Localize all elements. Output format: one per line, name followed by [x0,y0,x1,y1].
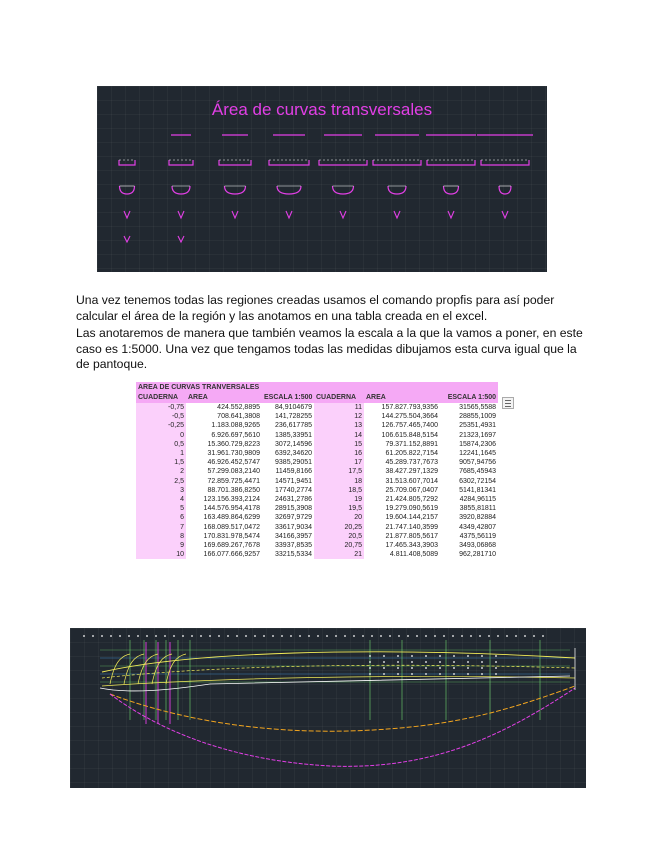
section-region [169,160,193,165]
stern-point [467,667,469,669]
stern-point [439,661,441,663]
stern-point [369,673,371,675]
stern-point [453,655,455,657]
ruler-dot [83,635,85,637]
table-cell: 79.371.152,8891 [364,440,440,449]
stern-point [397,661,399,663]
stern-point [495,655,497,657]
table-cell: 157.827.793,9356 [364,403,440,412]
table-cell: 21 [314,550,364,559]
table-cell: 1.183.088,9265 [186,421,262,430]
stern-point [411,661,413,663]
table-cell: 31.961.730,9809 [186,449,262,458]
table-row [136,467,498,476]
table-cell: 61.205.822,7154 [364,449,440,458]
stern-point [481,661,483,663]
section-region [277,186,301,194]
section-region [373,160,421,165]
section-region [388,186,406,194]
table-cell: 1385,33951 [262,431,314,440]
table-cell: 166.077.666,9257 [186,550,262,559]
table-cell: 170.831.978,5474 [186,532,262,541]
ruler-dot [452,635,454,637]
table-cell: 14571,9451 [262,477,314,486]
ruler-dot [524,635,526,637]
ruler-dot [101,635,103,637]
table-cell: 21.877.805,5617 [364,532,440,541]
section-region [178,211,184,218]
stern-point [425,655,427,657]
ruler-dot [173,635,175,637]
table-cell: 20,75 [314,541,364,550]
table-cell: 236,617785 [262,421,314,430]
table-row [136,532,498,541]
ruler-dot [164,635,166,637]
cad-sections-screenshot [97,86,547,272]
table-cell: 33215,5334 [262,550,314,559]
table-cell: 72.859.725,4471 [186,477,262,486]
table-cell: 5 [136,504,186,513]
stern-point [439,673,441,675]
table-cell: 15.360.729,8223 [186,440,262,449]
table-cell: 3 [136,486,186,495]
table-cell: 8 [136,532,186,541]
table-cell: 24631,2786 [262,495,314,504]
table-cell: 15874,2306 [440,440,498,449]
table-cell: 19,5 [314,504,364,513]
table-cell: 0,5 [136,440,186,449]
ruler-dot [254,635,256,637]
table-cell: 33617,9034 [262,523,314,532]
table-row [136,431,498,440]
table-row [136,541,498,550]
area-curve-drawing [70,628,586,788]
stern-point [369,661,371,663]
waterline-curve [102,665,575,678]
table-cell: 57.299.083,2140 [186,467,262,476]
table-cell: 3072,14596 [262,440,314,449]
table-cell: 106.615.848,5154 [364,431,440,440]
table-cell: 144.275.504,3664 [364,412,440,421]
table-row [136,504,498,513]
stern-point [383,673,385,675]
table-cell: 3493,06868 [440,541,498,550]
section-region [124,211,130,218]
ruler-dot [218,635,220,637]
table-cell: 21.424.805,7292 [364,495,440,504]
header-area: AREA [186,393,262,403]
header-cuaderna: CUADERNA [136,393,186,403]
table-cell: 11 [314,403,364,412]
stern-point [411,673,413,675]
stern-point [453,667,455,669]
ruler-dot [308,635,310,637]
ruler-dot [533,635,535,637]
stern-point [467,655,469,657]
table-cell: 20 [314,513,364,522]
table-row [136,550,498,559]
ruler-dot [290,635,292,637]
table-cell: 17740,2774 [262,486,314,495]
section-region [232,211,238,218]
table-cell: 6.926.697,5610 [186,431,262,440]
table-title: AREA DE CURVAS TRANVERSALES [136,382,498,393]
cad-sections-title: Área de curvas transversales [211,100,433,119]
table-cell: 169.689.267,7678 [186,541,262,550]
section-region [269,160,309,165]
ruler-dot [272,635,274,637]
stern-point [495,667,497,669]
stern-point [397,673,399,675]
table-row [136,403,498,412]
ruler-dot [443,635,445,637]
section-region [120,186,135,194]
table-row [136,477,498,486]
table-cell: 6 [136,513,186,522]
header-cuaderna-2: CUADERNA [314,393,364,403]
ruler-dot [110,635,112,637]
table-cell: 15 [314,440,364,449]
table-cell: 34166,3957 [262,532,314,541]
table-cell: 1 [136,449,186,458]
stern-point [397,667,399,669]
table-cell: 21.747.140,3599 [364,523,440,532]
table-cell: 17,5 [314,467,364,476]
stern-point [467,673,469,675]
table-cell: 20,25 [314,523,364,532]
stern-point [453,673,455,675]
ruler-dot [497,635,499,637]
table-cell: 45.289.737,7673 [364,458,440,467]
table-cell: 962,281710 [440,550,498,559]
table-row [136,486,498,495]
table-cell: 11459,8166 [262,467,314,476]
table-cell: 25351,4931 [440,421,498,430]
section-region [172,186,190,194]
section-region [427,160,475,165]
table-cell: 28855,1009 [440,412,498,421]
table-title-row [136,382,498,393]
table-cell: 1,5 [136,458,186,467]
ruler-dot [245,635,247,637]
table-cell: 18,5 [314,486,364,495]
table-cell: 3920,82884 [440,513,498,522]
stern-point [425,661,427,663]
stern-point [383,661,385,663]
ruler-dot [119,635,121,637]
stern-point [481,673,483,675]
quick-analysis-icon[interactable] [502,397,514,409]
table-cell: 31565,5588 [440,403,498,412]
stern-point [425,673,427,675]
ruler-dot [344,635,346,637]
table-cell: 19 [314,495,364,504]
table-cell: 7 [136,523,186,532]
section-region [178,236,184,242]
ruler-dot [335,635,337,637]
table-cell: 31.513.607,7014 [364,477,440,486]
stern-point [383,667,385,669]
table-cell: 13 [314,421,364,430]
table-cell: 19.604.144,2157 [364,513,440,522]
table-cell: 28915,3908 [262,504,314,513]
table-cell: 33937,8535 [262,541,314,550]
ruler-dot [353,635,355,637]
ruler-dot [470,635,472,637]
ruler-dot [155,635,157,637]
ruler-dot [398,635,400,637]
table-cell: -0,75 [136,403,186,412]
section-region [119,160,135,165]
table-cell: 18 [314,477,364,486]
ruler-dot [371,635,373,637]
section-region [219,160,251,165]
table-cell: 16 [314,449,364,458]
ruler-dot [389,635,391,637]
header-area-2: AREA [364,393,440,403]
stern-point [481,667,483,669]
stern-point [467,661,469,663]
table-cell: 17 [314,458,364,467]
stern-point [383,655,385,657]
paragraph-propfis: Una vez tenemos todas las regiones creadas usamos el comando propfis para así poder calcular el área de la región y las anotamos en una tabla creada en el excel. [76,293,555,323]
table-cell: 5141,81341 [440,486,498,495]
table-row [136,421,498,430]
table-cell: 10 [136,550,186,559]
table-cell: 32697,9729 [262,513,314,522]
ruler-dot [128,635,130,637]
bow-section [124,654,144,684]
ruler-dot [146,635,148,637]
header-escala: ESCALA 1:500 [264,394,313,402]
section-region [481,160,529,165]
sheer-line [102,652,575,672]
section-region [499,186,511,194]
table-row [136,412,498,421]
table-cell: 4 [136,495,186,504]
table-cell: 2 [136,467,186,476]
stern-point [495,661,497,663]
bow-section [138,654,158,684]
stern-point [439,667,441,669]
table-header-row [136,393,498,403]
table-row [136,440,498,449]
header-escala-2: ESCALA 1:500 [440,393,498,403]
stern-point [397,655,399,657]
ruler-dot [461,635,463,637]
table-cell: 708.641,3808 [186,412,262,421]
ruler-dot [506,635,508,637]
stern-point [411,667,413,669]
bow-section [110,654,130,684]
table-cell: 7685,45943 [440,467,498,476]
ruler-dot [434,635,436,637]
bow-section [166,654,186,684]
keel-line [100,676,570,691]
cad-profile-screenshot [70,628,586,788]
curve-of-areas [110,688,575,766]
ruler-dot [326,635,328,637]
table-cell: 4.811.408,5089 [364,550,440,559]
areas-spreadsheet [136,382,498,559]
table-cell: 46.926.452,5747 [186,458,262,467]
table-cell: 168.089.517,0472 [186,523,262,532]
table-row [136,513,498,522]
bilge-curve [110,686,575,731]
areas-table [136,382,498,559]
ruler-dot [488,635,490,637]
stern-point [481,655,483,657]
table-cell: 12 [314,412,364,421]
table-cell: 9 [136,541,186,550]
table-cell: 12241,1645 [440,449,498,458]
ruler-dot [380,635,382,637]
stern-point [369,667,371,669]
ruler-dot [299,635,301,637]
section-region [340,211,346,218]
table-cell: 0 [136,431,186,440]
table-cell: 84,9104679 [262,403,314,412]
ruler-dot [200,635,202,637]
table-row [136,523,498,532]
stern-point [369,655,371,657]
ruler-dot [236,635,238,637]
ruler-dot [407,635,409,637]
section-region [444,186,459,194]
table-cell: 123.156.393,2124 [186,495,262,504]
table-cell: 19.279.090,5619 [364,504,440,513]
table-cell: 126.757.465,7400 [364,421,440,430]
table-cell: -0,5 [136,412,186,421]
ruler-dot [362,635,364,637]
ruler-dot [281,635,283,637]
stern-point [439,655,441,657]
ruler-dot [191,635,193,637]
ruler-dot [425,635,427,637]
table-cell: 17.465.343,3903 [364,541,440,550]
table-cell: 25.709.067,0407 [364,486,440,495]
section-region [124,236,130,242]
ruler-dot [137,635,139,637]
table-cell: 21323,1697 [440,431,498,440]
table-cell: 6302,72154 [440,477,498,486]
section-region [448,211,454,218]
ruler-dot [479,635,481,637]
ruler-dot [317,635,319,637]
stern-point [425,667,427,669]
section-region [286,211,292,218]
table-cell: 9385,29051 [262,458,314,467]
table-cell: 3855,81811 [440,504,498,513]
section-regions-drawing [97,86,547,272]
ruler-dot [416,635,418,637]
ruler-dot [263,635,265,637]
section-region [225,186,246,194]
paragraph-scale: Las anotaremos de manera que también veamos la escala a la que la vamos a poner, en este caso es 1:5000. Una vez que tengamos todas las medidas dibujamos esta curva igual que la de pantoque. [76,326,583,371]
stern-point [495,673,497,675]
table-cell: 38.427.297,1329 [364,467,440,476]
table-row [136,495,498,504]
table-cell: 14 [314,431,364,440]
table-cell: 4349,42807 [440,523,498,532]
bow-section [152,654,172,684]
ruler-dot [209,635,211,637]
stern-point [411,655,413,657]
table-cell: 9057,94756 [440,458,498,467]
ruler-dot [227,635,229,637]
table-cell: 141,728255 [262,412,314,421]
ruler-dot [542,635,544,637]
ruler-dot [92,635,94,637]
table-cell: 424.552,8895 [186,403,262,412]
section-region [333,186,354,194]
ruler-dot [182,635,184,637]
section-region [502,211,508,218]
table-row [136,458,498,467]
table-cell: 4375,56119 [440,532,498,541]
table-cell: 6392,34620 [262,449,314,458]
table-cell: 163.489.864,6299 [186,513,262,522]
table-row [136,449,498,458]
table-cell: 20,5 [314,532,364,541]
ruler-dot [515,635,517,637]
table-cell: 2,5 [136,477,186,486]
table-cell: 144.576.954,4178 [186,504,262,513]
section-region [319,160,367,165]
table-cell: 88.701.386,8250 [186,486,262,495]
table-cell: -0,25 [136,421,186,430]
section-region [394,211,400,218]
table-cell: 4284,96115 [440,495,498,504]
stern-point [453,661,455,663]
